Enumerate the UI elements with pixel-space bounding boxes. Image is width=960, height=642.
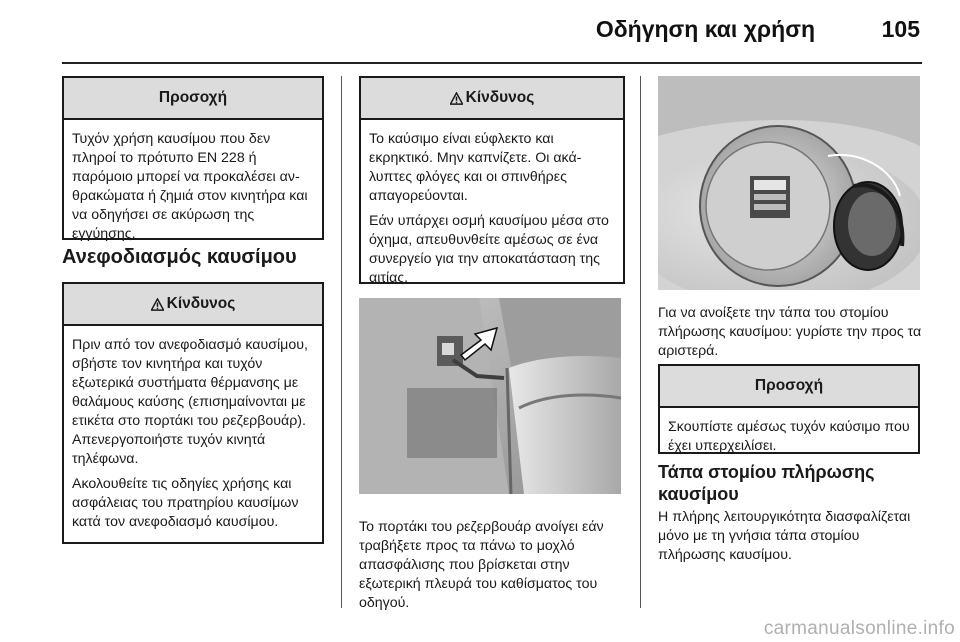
watermark: carmanualsonline.info [763, 618, 955, 639]
header-divider [62, 62, 922, 64]
danger-paragraph: Εάν υπάρχει οσμή καυσίμου μέσα στο όχημα, απευθυνθείτε αμέσως σε ένα συνεργείο για την αποκατάσταση της αιτίας. [369, 213, 609, 286]
column-divider-2 [640, 76, 641, 608]
danger-box-header [361, 78, 623, 120]
danger-paragraph: Ακολουθείτε τις οδηγίες χρήσης και ασφάλειας του πρατηρίου καυσίμων κατά τον ανεφοδιασμό καυσίμου. [72, 476, 299, 530]
fuel-door-release-figure [359, 298, 621, 494]
danger-box-header [64, 284, 322, 326]
caution-box-text [64, 120, 322, 252]
section-title-refuelling: Ανεφοδιασμός καυσίμου [62, 246, 297, 268]
danger-paragraph: Πριν από τον ανεφοδιασμό καυσίμου, σβήστε τον κινητήρα και τυχόν εξωτερικά συστήματα θέρμανσης με θαλάμους καύσης (επισημαίνονται με ετικέτα στο πορτάκι του ρεζερβουάρ). Απενεργοποιήστε τυχόν κινητά τηλέφωνα. [72, 337, 308, 467]
page-header-title: Οδήγηση και χρήση [595, 16, 815, 42]
danger-box-title: Κίνδυνος [166, 295, 236, 312]
danger-box-text [361, 120, 623, 296]
warning-triangle-icon [450, 92, 463, 105]
caution-text: Τυχόν χρήση καυσίμου που δεν πληροί το πρότυπο EN 228 ή παρόμοιο μπορεί να προκαλέσει ανθρακώματα ή ζημιά στον κινητήρα και να οδηγήσει σε ακύρωση της εγγύησης. [72, 131, 308, 242]
caution-box-fuel-standard [62, 76, 324, 240]
danger-box-flammable [359, 76, 625, 284]
danger-box-text [64, 326, 322, 540]
column-divider-1 [341, 76, 342, 608]
fuel-cap-caption: Για να ανοίξετε την τάπα του στομίου πλήρωσης καυσίμου: γυρίστε την προς τα αριστερά. [658, 305, 922, 359]
danger-paragraph: Το καύσιμο είναι εύφλεκτο και εκρηκτικό. Μην καπνίζετε. Οι ακάλυπτες φλόγες και οι σπινθήρες απαγορεύονται. [369, 131, 582, 204]
subsection-title-fuel-cap: Τάπα στομίου πλήρωσης καυσίμου [658, 462, 875, 504]
caution-box-spilled-fuel [658, 364, 920, 454]
caution-box-title: Προσοχή [660, 366, 918, 408]
danger-box-title: Κίνδυνος [465, 89, 535, 106]
caution-box-title: Προσοχή [64, 78, 322, 120]
warning-triangle-icon [151, 298, 164, 311]
caution-text: Σκουπίστε αμέσως τυχόν καύσιμο που έχει υπερχειλίσει. [668, 419, 910, 454]
fuel-door-caption: Το πορτάκι του ρεζερβουάρ ανοίγει εάν τραβήξετε προς τα πάνω το μοχλό απασφάλισης που βρίσκεται στην εξωτερική πλευρά του καθίσματος του οδηγού. [359, 519, 604, 611]
danger-box-refuelling [62, 282, 324, 544]
page-number: 105 [881, 16, 920, 42]
fuel-cap-body: Η πλήρης λειτουργικότητα διασφαλίζεται μόνο με τη γνήσια τάπα στομίου πλήρωσης καυσίμου. [658, 509, 911, 563]
caution-box-text [660, 408, 918, 464]
fuel-filler-cap-figure [658, 76, 920, 290]
